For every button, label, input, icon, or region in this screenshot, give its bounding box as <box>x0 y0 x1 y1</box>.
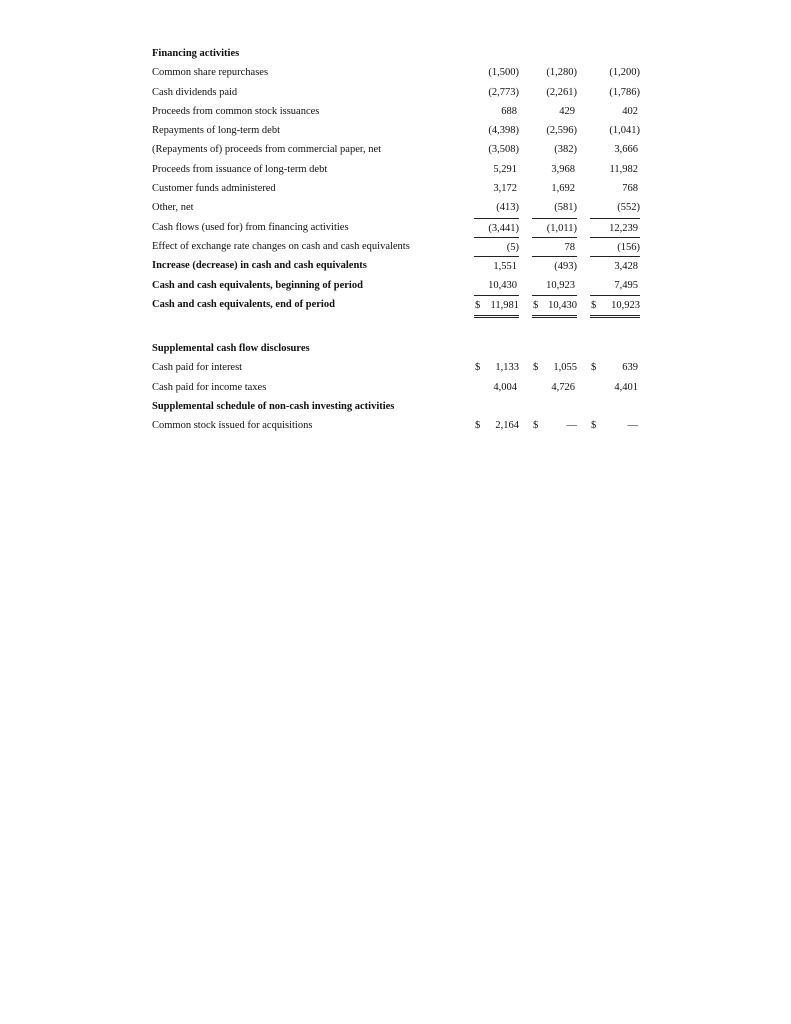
supplemental-section-header: Supplemental cash flow disclosures <box>152 343 310 355</box>
table-row: Customer funds administered 3,172 1,692 768 <box>152 183 638 195</box>
ending-balance-row: Cash and cash equivalents, end of period $ 11,981 $ 10,430 $ 10,923 <box>152 295 642 314</box>
currency-symbol: $ <box>591 420 597 432</box>
stock-issued-row: Common stock issued for acquisitions $ 2,164 $ — $ — <box>152 416 642 435</box>
table-row: Repayments of long-term debt (4,398) (2,596) (1,041) <box>152 125 640 137</box>
financing-title: Financing activities <box>152 48 240 59</box>
currency-symbol: $ <box>533 362 539 374</box>
cash-flow-statement <box>152 44 642 436</box>
taxes-row: Cash paid for income taxes 4,004 4,726 4,401 <box>152 381 638 393</box>
table-row: Proceeds from issuance of long-term debt 5,291 3,968 11,982 <box>152 163 638 175</box>
table-row: (Repayments of) proceeds from commercial paper, net (3,508) (382) 3,666 <box>152 144 638 156</box>
increase-row: Increase (decrease) in cash and cash equivalents 1,551 (493) 3,428 <box>152 256 642 275</box>
table-row: Other, net (413) (581) (552) <box>152 202 640 214</box>
currency-symbol: $ <box>475 362 481 374</box>
currency-symbol: $ <box>533 299 539 311</box>
financing-section-header <box>152 44 642 63</box>
currency-symbol: $ <box>475 299 481 311</box>
noncash-section-header: Supplemental schedule of non-cash investing activities <box>152 401 395 413</box>
currency-symbol: $ <box>475 420 481 432</box>
currency-symbol: $ <box>533 420 539 432</box>
table-row-subtotal: Cash flows (used for) from financing activities (3,441) (1,011) 12,239 <box>152 218 642 237</box>
beginning-balance-row: Cash and cash equivalents, beginning of period 10,430 10,923 7,495 <box>152 279 638 291</box>
table-row: Common share repurchases (1,500) (1,280) (1,200) <box>152 67 640 79</box>
fx-effect-row: Effect of exchange rate changes on cash and cash equivalents (5) 78 (156) <box>152 237 642 256</box>
table-row: Proceeds from common stock issuances 688 429 402 <box>152 105 638 117</box>
interest-row: Cash paid for interest $ 1,133 $ 1,055 $ 639 <box>152 358 642 377</box>
currency-symbol: $ <box>591 362 597 374</box>
currency-symbol: $ <box>591 299 597 311</box>
table-row: Cash dividends paid (2,773) (2,261) (1,786) <box>152 86 640 98</box>
